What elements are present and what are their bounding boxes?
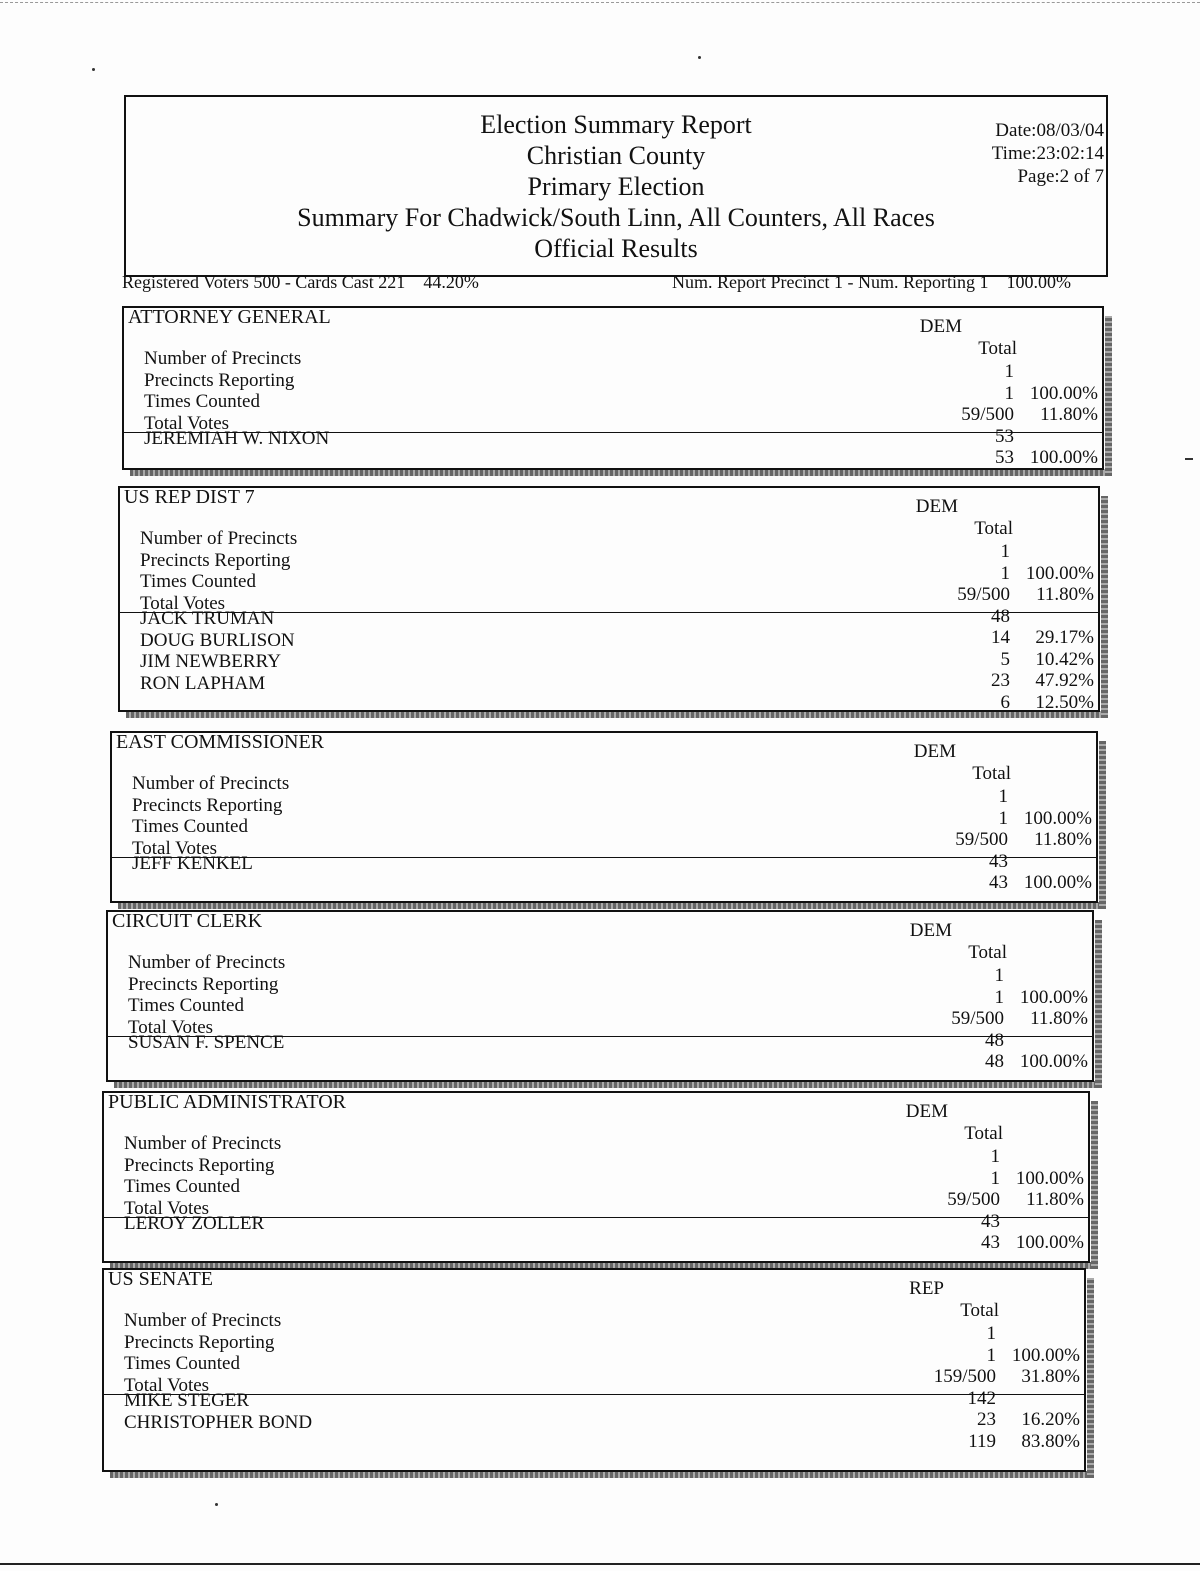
candidate-votes: 43 bbox=[989, 872, 1008, 893]
stat-label: Number of Precincts bbox=[124, 1133, 282, 1154]
party-label: DEM bbox=[909, 920, 952, 941]
stat-percent bbox=[1018, 426, 1098, 448]
candidate-votes: 48 bbox=[985, 1051, 1004, 1072]
candidate-percent: 47.92% bbox=[1035, 670, 1094, 691]
reporting-summary: Num. Report Precinct 1 - Num. Reporting 1 100.00% bbox=[672, 272, 1071, 292]
candidate-percent: 100.00% bbox=[1029, 447, 1098, 468]
scan-speck bbox=[92, 68, 95, 71]
stat-percent: 100.00% bbox=[1029, 382, 1098, 404]
stat-percent bbox=[1000, 1323, 1080, 1345]
stat-percent: 31.80% bbox=[1021, 1366, 1080, 1387]
race-section bbox=[118, 486, 1108, 718]
box-shadow bbox=[1087, 1278, 1094, 1478]
stat-value: 142 bbox=[967, 1387, 996, 1409]
candidate-votes: 43 bbox=[981, 1232, 1000, 1253]
reporting-percent: 100.00% bbox=[1006, 272, 1071, 292]
box-shadow bbox=[1095, 920, 1102, 1088]
box-shadow bbox=[118, 902, 1106, 909]
race-section bbox=[110, 731, 1106, 909]
stat-value: 1 bbox=[990, 1146, 1000, 1167]
candidate-votes: 6 bbox=[1000, 691, 1010, 713]
scan-bottom-edge bbox=[0, 1563, 1200, 1565]
report-title: Election Summary Report bbox=[480, 110, 752, 139]
race-title: US REP DIST 7 bbox=[124, 486, 255, 508]
race-title: CIRCUIT CLERK bbox=[112, 910, 263, 932]
stat-percents bbox=[1000, 1323, 1080, 1452]
race-section bbox=[102, 1091, 1098, 1269]
turnout-percent: 44.20% bbox=[423, 272, 479, 292]
stat-values bbox=[951, 965, 1004, 1073]
stat-percents bbox=[1004, 1146, 1084, 1254]
summary-scope: Summary For Chadwick/South Linn, All Counters, All Races bbox=[297, 203, 935, 232]
stat-labels bbox=[140, 528, 297, 614]
stat-label: Number of Precincts bbox=[128, 952, 286, 973]
stat-value: 59/500 bbox=[947, 1189, 1000, 1210]
stat-value: 1 bbox=[1004, 382, 1014, 404]
stat-value: 1 bbox=[1000, 541, 1010, 562]
stat-percent bbox=[1004, 1146, 1084, 1168]
stat-value: 1 bbox=[994, 965, 1004, 986]
candidate-name: RON LAPHAM bbox=[140, 672, 266, 694]
stat-label: Precincts Reporting bbox=[124, 1154, 275, 1176]
section-divider bbox=[110, 857, 1098, 858]
report-date: Date:08/03/04 bbox=[995, 120, 1104, 141]
candidate-percent: 29.17% bbox=[1035, 627, 1094, 648]
candidate-name: JEREMIAH W. NIXON bbox=[144, 428, 330, 449]
stat-label: Times Counted bbox=[140, 571, 256, 592]
total-column-header: Total bbox=[974, 518, 1013, 539]
candidate-name: JACK TRUMAN bbox=[140, 608, 275, 629]
candidate-name: LEROY ZOLLER bbox=[124, 1213, 265, 1234]
stat-percents bbox=[1012, 786, 1092, 894]
stat-label: Number of Precincts bbox=[144, 348, 302, 369]
stat-value: 59/500 bbox=[955, 829, 1008, 850]
stat-labels bbox=[128, 952, 285, 1038]
candidate-name: CHRISTOPHER BOND bbox=[124, 1411, 313, 1433]
stat-labels bbox=[124, 1310, 281, 1396]
stat-label: Total Votes bbox=[128, 1016, 214, 1038]
stat-percent bbox=[1008, 1030, 1088, 1052]
stat-percent: 11.80% bbox=[1030, 1008, 1088, 1029]
stat-percent bbox=[1012, 786, 1092, 808]
stat-percent bbox=[1004, 1211, 1084, 1233]
stat-values bbox=[957, 541, 1010, 713]
party-label: DEM bbox=[919, 316, 962, 337]
stat-value: 1 bbox=[986, 1323, 996, 1344]
stat-percent: 100.00% bbox=[1019, 986, 1088, 1008]
report-titles bbox=[126, 109, 1106, 264]
stat-value: 43 bbox=[989, 850, 1008, 872]
report-meta bbox=[992, 119, 1104, 188]
candidate-list bbox=[144, 428, 329, 450]
candidate-votes: 23 bbox=[991, 670, 1010, 691]
stat-percent bbox=[1014, 541, 1094, 563]
candidate-list bbox=[124, 1390, 312, 1433]
stat-value: 59/500 bbox=[961, 404, 1014, 425]
stat-value: 48 bbox=[985, 1029, 1004, 1051]
stat-label: Total Votes bbox=[144, 412, 230, 434]
stat-percent: 100.00% bbox=[1023, 807, 1092, 829]
stat-values bbox=[961, 361, 1014, 469]
candidate-votes: 5 bbox=[1000, 648, 1010, 670]
stat-percent: 11.80% bbox=[1040, 404, 1098, 425]
registered-voters: Registered Voters 500 - Cards Cast 221 44.20% bbox=[122, 272, 479, 292]
candidate-votes: 14 bbox=[991, 627, 1010, 648]
stat-percent: 100.00% bbox=[1011, 1344, 1080, 1366]
scan-top-edge bbox=[0, 2, 1200, 3]
stat-label: Times Counted bbox=[132, 816, 248, 837]
stat-label: Times Counted bbox=[124, 1353, 240, 1374]
stat-labels bbox=[132, 773, 289, 859]
stat-value: 159/500 bbox=[933, 1366, 996, 1387]
candidate-votes: 53 bbox=[995, 447, 1014, 468]
stat-labels bbox=[144, 348, 301, 434]
box-shadow bbox=[1105, 316, 1112, 476]
stat-percents bbox=[1008, 965, 1088, 1073]
stat-label: Total Votes bbox=[124, 1197, 210, 1219]
county-name: Christian County bbox=[526, 141, 706, 170]
candidate-list bbox=[132, 853, 253, 875]
candidate-name: MIKE STEGER bbox=[124, 1390, 250, 1411]
stat-value: 1 bbox=[998, 786, 1008, 807]
stat-label: Times Counted bbox=[128, 995, 244, 1016]
stat-label: Precincts Reporting bbox=[124, 1331, 275, 1353]
total-column-header: Total bbox=[964, 1123, 1003, 1144]
race-section bbox=[122, 306, 1112, 476]
election-name: Primary Election bbox=[527, 172, 705, 201]
stat-label: Number of Precincts bbox=[124, 1310, 282, 1331]
box-shadow bbox=[110, 1471, 1094, 1478]
stat-percent: 100.00% bbox=[1025, 562, 1094, 584]
report-page: Page:2 of 7 bbox=[1017, 166, 1104, 187]
scan-speck bbox=[215, 1503, 218, 1506]
stat-value: 1 bbox=[998, 807, 1008, 829]
stat-label: Precincts Reporting bbox=[140, 549, 291, 571]
total-column-header: Total bbox=[968, 942, 1007, 963]
race-title: ATTORNEY GENERAL bbox=[128, 306, 331, 328]
candidate-percent: 10.42% bbox=[1035, 648, 1094, 670]
stat-values bbox=[947, 1146, 1000, 1254]
stat-label: Total Votes bbox=[124, 1374, 210, 1396]
stat-percent: 100.00% bbox=[1015, 1167, 1084, 1189]
candidate-name: SUSAN F. SPENCE bbox=[128, 1032, 285, 1053]
box-shadow bbox=[114, 1081, 1102, 1088]
stat-label: Total Votes bbox=[140, 592, 226, 614]
total-column-header: Total bbox=[978, 338, 1017, 359]
candidate-list bbox=[140, 608, 295, 694]
stat-values bbox=[934, 1323, 996, 1452]
report-header bbox=[124, 95, 1108, 277]
stat-value: 1 bbox=[1000, 562, 1010, 584]
candidate-name: JIM NEWBERRY bbox=[140, 651, 281, 672]
stat-value: 1 bbox=[990, 1167, 1000, 1189]
candidate-percent: 16.20% bbox=[1021, 1409, 1080, 1430]
report-time: Time:23:02:14 bbox=[991, 143, 1104, 164]
candidate-votes: 23 bbox=[977, 1409, 996, 1430]
candidate-percent: 100.00% bbox=[1019, 1051, 1088, 1072]
party-label: REP bbox=[909, 1278, 944, 1299]
stat-label: Number of Precincts bbox=[132, 773, 290, 794]
candidate-percent: 12.50% bbox=[1035, 691, 1094, 713]
stat-label: Total Votes bbox=[132, 837, 218, 859]
party-label: DEM bbox=[905, 1101, 948, 1122]
race-title: EAST COMMISSIONER bbox=[116, 731, 324, 753]
stat-label: Precincts Reporting bbox=[144, 369, 295, 391]
stat-label: Times Counted bbox=[124, 1176, 240, 1197]
candidate-percent: 100.00% bbox=[1023, 872, 1092, 893]
stat-percent: 11.80% bbox=[1026, 1189, 1084, 1210]
scan-speck bbox=[1185, 458, 1193, 460]
stat-value: 1 bbox=[1004, 361, 1014, 382]
race-title: US SENATE bbox=[108, 1268, 214, 1290]
stat-value: 48 bbox=[991, 605, 1010, 627]
candidate-votes: 119 bbox=[968, 1430, 996, 1452]
total-column-header: Total bbox=[960, 1300, 999, 1321]
stat-percents bbox=[1018, 361, 1098, 469]
candidate-percent: 83.80% bbox=[1021, 1430, 1080, 1452]
stat-percents bbox=[1014, 541, 1094, 713]
party-label: DEM bbox=[913, 741, 956, 762]
candidate-name: DOUG BURLISON bbox=[140, 629, 295, 651]
stat-value: 1 bbox=[994, 986, 1004, 1008]
candidate-list bbox=[124, 1213, 264, 1235]
box-shadow bbox=[1091, 1101, 1098, 1269]
stat-values bbox=[955, 786, 1008, 894]
total-column-header: Total bbox=[972, 763, 1011, 784]
stat-percent bbox=[1018, 361, 1098, 383]
scan-speck bbox=[698, 56, 701, 59]
candidate-percent: 100.00% bbox=[1015, 1232, 1084, 1253]
stat-label: Times Counted bbox=[144, 391, 260, 412]
stat-value: 59/500 bbox=[951, 1008, 1004, 1029]
candidate-name: JEFF KENKEL bbox=[132, 853, 253, 874]
stat-value: 53 bbox=[995, 425, 1014, 447]
party-label: DEM bbox=[915, 496, 958, 517]
stat-label: Precincts Reporting bbox=[128, 973, 279, 995]
stat-label: Number of Precincts bbox=[140, 528, 298, 549]
stat-percent bbox=[1000, 1388, 1080, 1410]
stat-percent: 11.80% bbox=[1034, 829, 1092, 850]
candidate-list bbox=[128, 1032, 284, 1054]
stat-value: 43 bbox=[981, 1210, 1000, 1232]
race-section bbox=[106, 910, 1102, 1088]
stat-percent bbox=[1014, 606, 1094, 628]
stat-labels bbox=[124, 1133, 281, 1219]
stat-percent bbox=[1008, 965, 1088, 987]
stat-value: 1 bbox=[986, 1344, 996, 1366]
stat-label: Precincts Reporting bbox=[132, 794, 283, 816]
stat-percent bbox=[1012, 851, 1092, 873]
race-section bbox=[102, 1268, 1094, 1478]
box-shadow bbox=[130, 469, 1112, 476]
stat-percent: 11.80% bbox=[1036, 584, 1094, 605]
box-shadow bbox=[1101, 496, 1108, 718]
stat-value: 59/500 bbox=[957, 584, 1010, 605]
results-status: Official Results bbox=[534, 234, 698, 263]
box-shadow bbox=[1099, 741, 1106, 909]
race-title: PUBLIC ADMINISTRATOR bbox=[108, 1091, 346, 1113]
